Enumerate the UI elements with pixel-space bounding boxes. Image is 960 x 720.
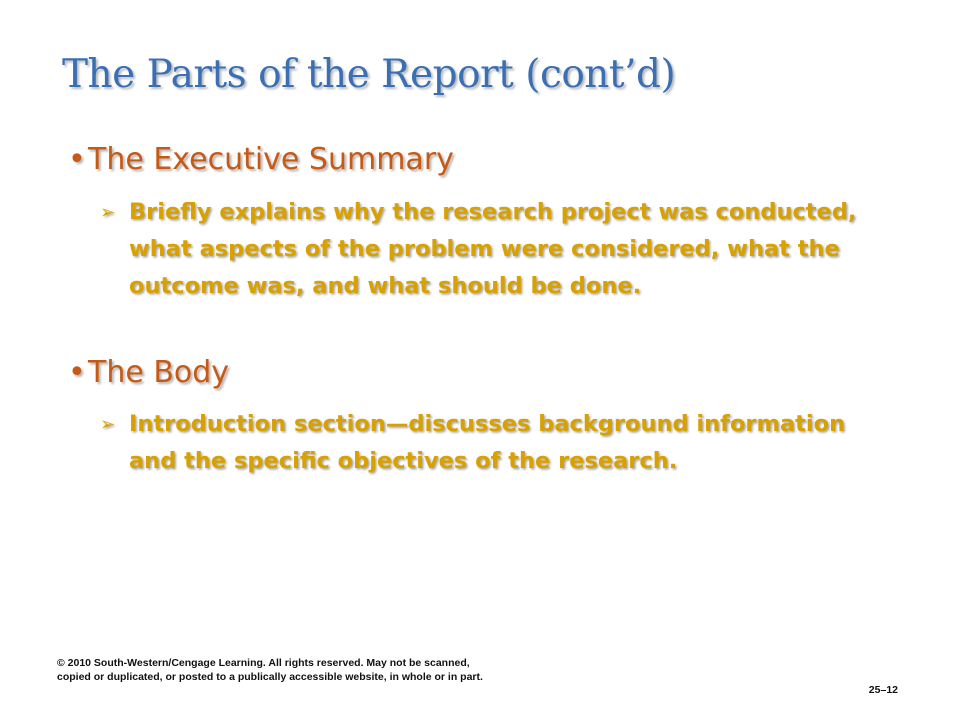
bullet-dot-icon: •: [68, 355, 86, 390]
sub-bullet-executive-summary: [100, 194, 890, 305]
sub-bullet-body: —discusses background information and the specific objectives of the research.: [129, 411, 846, 474]
sub-bullet-text: [100, 406, 890, 480]
sub-bullet-text: [100, 194, 890, 305]
arrow-bullet-icon: ➢: [100, 414, 116, 435]
bullet-the-body: [68, 355, 229, 390]
sub-bullet-lead: Introduction section: [129, 411, 386, 437]
sub-bullet-body: Briefly explains why the research project was conducted, what aspects of the problem were considered, what the outcome was, and what should be done.: [129, 199, 857, 299]
slide-title: The Parts of the Report (cont’d): [62, 52, 676, 97]
bullet-label: The Body: [88, 355, 230, 390]
bullet-executive-summary: [68, 142, 454, 177]
copyright-notice: © 2010 South-Western/Cengage Learning. All rights reserved. May not be scanned, copied or duplicated, or posted to a publically accessible website, in whole or in part.: [57, 657, 483, 683]
arrow-bullet-icon: ➢: [100, 202, 116, 223]
bullet-dot-icon: •: [68, 142, 86, 177]
sub-bullet-introduction: [100, 406, 890, 480]
page-number: 25–12: [868, 684, 898, 696]
bullet-label: The Executive Summary: [88, 142, 454, 177]
